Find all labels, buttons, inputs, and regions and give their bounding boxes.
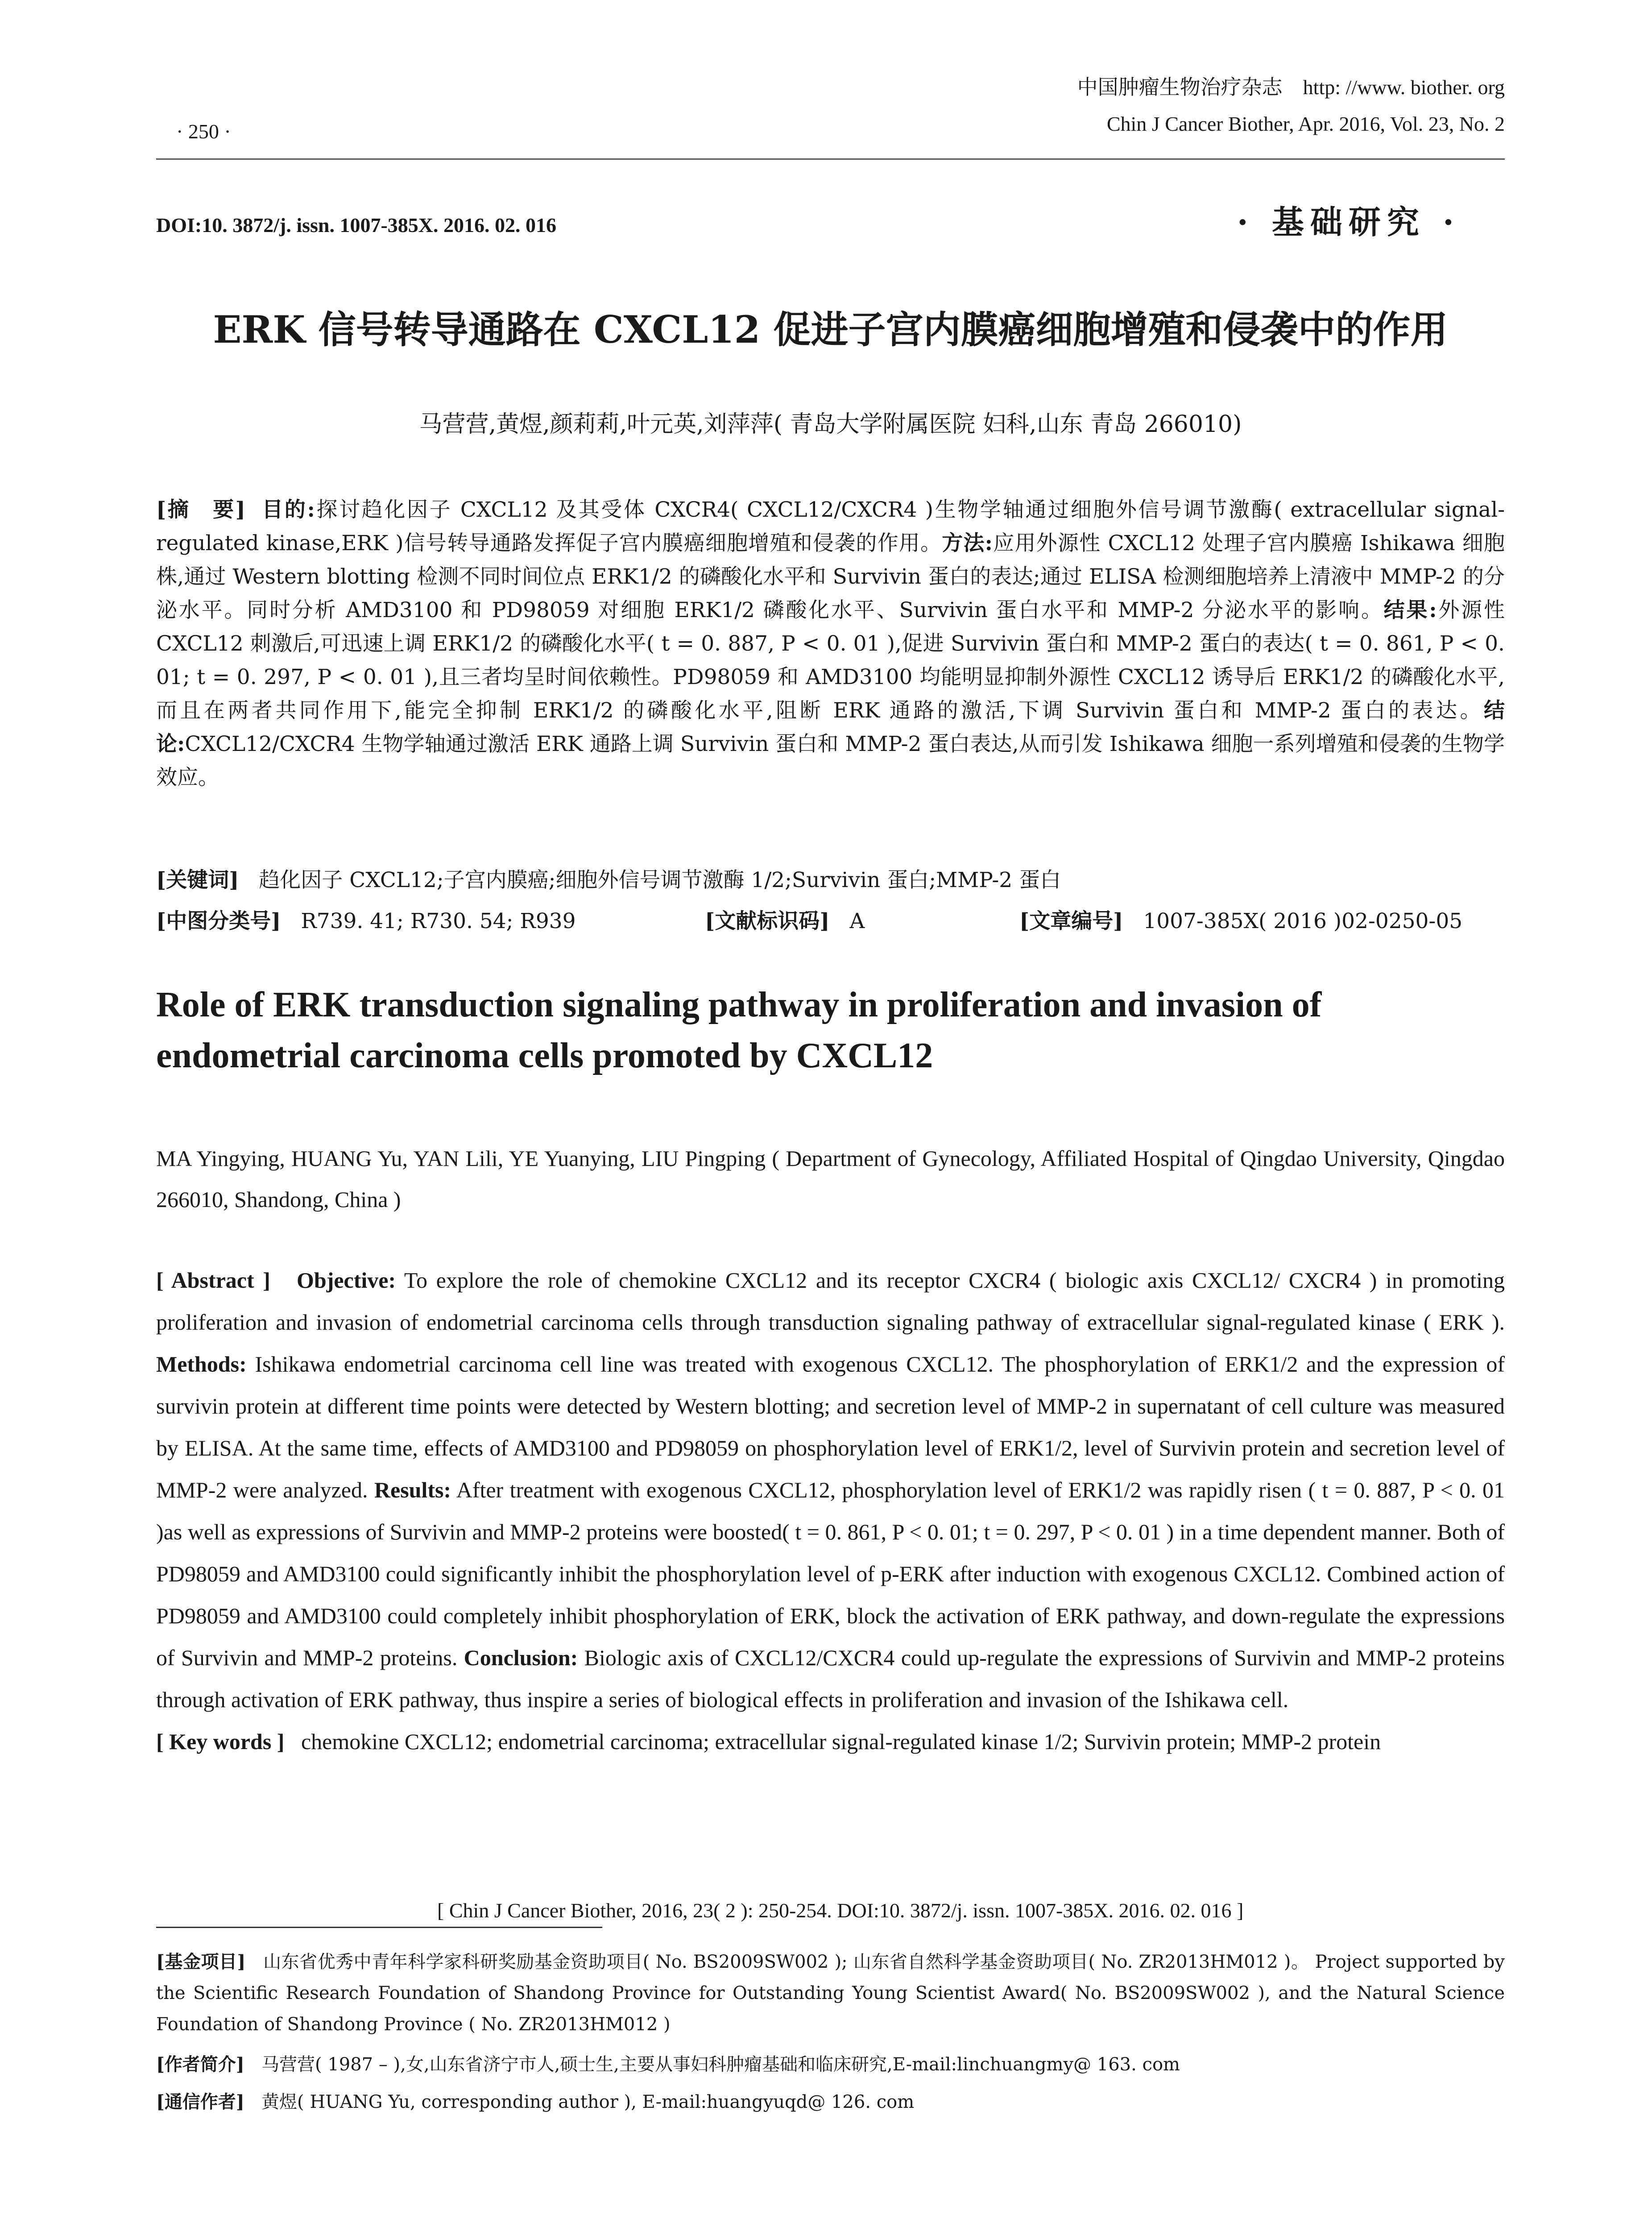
objective-cn: 探讨趋化因子 CXCL12 及其受体 CXCR4( CXCL12/CXCR4 )生物学轴通过细胞外信号调节激酶( extracellular signal-regulated kinase,ERK )信号转导通路发挥促子宫内膜癌细胞增殖和侵袭的作用。 — [156, 498, 1505, 556]
keywords-cn-line — [156, 863, 1505, 897]
keywords-en: chemokine CXCL12; endometrial carcinoma; extracellular signal-regulated kinase 1/2; Survivin protein; MMP-2 protein — [301, 1729, 1381, 1754]
classification-line — [156, 904, 1505, 938]
corresponding-note — [156, 2086, 1505, 2118]
conclusion-label-cn: 结论: — [156, 698, 1505, 756]
abstract-en — [156, 1259, 1505, 1762]
objective-label-en: Objective: — [297, 1268, 396, 1293]
doc-code-label: [文献标识码] — [705, 909, 830, 933]
keywords-label-en: [ Key words ] — [156, 1729, 285, 1754]
author-note — [156, 2049, 1505, 2080]
section-tag: · 基础研究 · — [1237, 203, 1460, 241]
keywords-cn: 趋化因子 CXCL12;子宫内膜癌;细胞外信号调节激酶 1/2;Survivin 蛋白;MMP-2 蛋白 — [259, 868, 1061, 892]
footnote-rule — [156, 1927, 602, 1928]
clc-value: R739. 41; R730. 54; R939 — [301, 909, 576, 933]
corr-label: [通信作者] — [156, 2091, 244, 2112]
fund-en: Project supported by the Scientific Research Foundation of Shandong Province for Outstanding Young Scientist Award( No. BS2009SW002 ), and the Natural Science Foundation of Shandong Province ( No. ZR2013HM012 ) — [156, 1952, 1505, 2035]
article-no-value: 1007-385X( 2016 )02-0250-05 — [1143, 909, 1463, 933]
running-header — [1077, 69, 1505, 142]
objective-en: To explore the role of chemokine CXCL12 and its receptor CXCR4 ( biologic axis CXCL12/ CXCR4 ) in promoting proliferation and invasion of endometrial carcinoma cells through transduction signaling pathway of extracellular signal-regulated kinase ( ERK ). — [156, 1268, 1505, 1335]
methods-en: Ishikawa endometrial carcinoma cell line was treated with exogenous CXCL12. The phosphorylation of ERK1/2 and the expression of survivin protein at different time points were detected by Western blotting; and secretion level of MMP-2 in supernatant of cell culture was measured by ELISA. At the same time, effects of AMD3100 and PD98059 on phosphorylation level of ERK1/2, level of Survivin protein and secretion level of MMP-2 were analyzed. — [156, 1352, 1505, 1502]
conclusion-label-en: Conclusion: — [464, 1645, 578, 1670]
doc-code-value: A — [849, 909, 865, 933]
journal-issue: Chin J Cancer Biother, Apr. 2016, Vol. 23, No. 2 — [1106, 112, 1505, 135]
authors-en: MA Yingying, HUANG Yu, YAN Lili, YE Yuanying, LIU Pingping ( Department of Gynecology, Affiliated Hospital of Qingdao University, Qingdao 266010, Shandong, China ) — [156, 1146, 1505, 1212]
abstract-label-en: [ Abstract ] — [156, 1268, 270, 1293]
clc-label: [中图分类号] — [156, 909, 281, 933]
article-title-cn: ERK 信号转导通路在 CXCL12 促进子宫内膜癌细胞增殖和侵袭中的作用 — [213, 307, 1448, 352]
authors-cn: 马营营,黄煜,颜莉莉,叶元英,刘萍萍( 青岛大学附属医院 妇科,山东 青岛 266010) — [419, 411, 1242, 438]
doi: DOI:10. 3872/j. issn. 1007-385X. 2016. 02. 016 — [156, 214, 557, 236]
page-number: · 250 · — [176, 120, 231, 143]
methods-cn: 应用外源性 CXCL12 处理子宫内膜癌 Ishikawa 细胞株,通过 Western blotting 检测不同时间位点 ERK1/2 的磷酸化水平和 Survivin 蛋白的表达;通过 ELISA 检测细胞培养上清液中 MMP-2 的分泌水平。同时分析 AMD3100 和 PD98059 对细胞 ERK1/2 磷酸化水平、Survivin 蛋白水平和 MMP-2 分泌水平的影响。 — [156, 531, 1505, 622]
objective-label-cn: 目的: — [262, 498, 315, 522]
author-label: [作者简介] — [156, 2054, 244, 2075]
results-en: After treatment with exogenous CXCL12, phosphorylation level of ERK1/2 was rapidly risen ( t = 0. 887, P < 0. 01 )as well as expressions of Survivin and MMP-2 proteins were boosted( t = 0. 861, P < 0. 01; t = 0. 297, P < 0. 01 ) in a time dependent manner. Both of PD98059 and AMD3100 could significantly inhibit the phosphorylation level of p-ERK after induction with exogenous CXCL12. Combined action of PD98059 and AMD3100 could completely inhibit phosphorylation of ERK, block the activation of ERK pathway, and down-regulate the expressions of Survivin and MMP-2 proteins. — [156, 1477, 1505, 1670]
conclusion-en: Biologic axis of CXCL12/CXCR4 could up-regulate the expressions of Survivin and MMP-2 proteins through activation of ERK pathway, thus inspire a series of biological effects in proliferation and invasion of the Ishikawa cell. — [156, 1645, 1505, 1712]
keywords-label-cn: [关键词] — [156, 868, 239, 892]
journal-name-cn: 中国肿瘤生物治疗杂志 — [1077, 76, 1283, 99]
conclusion-cn: CXCL12/CXCR4 生物学轴通过激活 ERK 通路上调 Survivin 蛋白和 MMP-2 蛋白表达,从而引发 Ishikawa 细胞一系列增殖和侵袭的生物学效应。 — [156, 732, 1505, 790]
fund-label: [基金项目] — [156, 1951, 246, 1972]
corr-value: 黄煜( HUANG Yu, corresponding author ), E-mail:huangyuqd@ 126. com — [261, 2092, 915, 2112]
methods-label-en: Methods: — [156, 1352, 247, 1377]
abstract-cn — [156, 493, 1505, 794]
results-label-en: Results: — [374, 1477, 451, 1502]
author-bio: 马营营( 1987 – ),女,山东省济宁市人,硕士生,主要从事妇科肿瘤基础和临床研究,E-mail:linchuangmy@ 163. com — [261, 2054, 1180, 2075]
methods-label-cn: 方法: — [942, 531, 993, 556]
fund-note — [156, 1946, 1505, 2040]
citation: [ Chin J Cancer Biother, 2016, 23( 2 ): 250-254. DOI:10. 3872/j. issn. 1007-385X. 2016. 02. 016 ] — [437, 1899, 1244, 1922]
results-label-cn: 结果: — [1383, 598, 1437, 622]
article-title-en: Role of ERK transduction signaling pathway in proliferation and invasion of endometrial carcinoma cells promoted by CXCL12 — [156, 985, 1322, 1075]
abstract-label-cn: [摘 要] — [156, 498, 246, 522]
journal-url[interactable]: http: //www. biother. org — [1303, 76, 1505, 99]
header-rule — [156, 158, 1505, 160]
fund-cn: 山东省优秀中青年科学家科研奖励基金资助项目( No. BS2009SW002 ); 山东省自然科学基金资助项目( No. ZR2013HM012 )。 — [263, 1952, 1309, 1972]
article-no-label: [文章编号] — [1019, 909, 1123, 933]
results-cn: 外源性 CXCL12 刺激后,可迅速上调 ERK1/2 的磷酸化水平( t = 0. 887, P < 0. 01 ),促进 Survivin 蛋白和 MMP-2 蛋白的表达( t = 0. 861, P < 0. 01; t = 0. 297, P < 0. 01 ),且三者均呈时间依赖性。PD98059 和 AMD3100 均能明显抑制外源性 CXCL12 诱导后 ERK1/2 的磷酸化水平,而且在两者共同作用下,能完全抑制 ERK1/2 的磷酸化水平,阻断 ERK 通路的激活,下调 Survivin 蛋白和 MMP-2 蛋白的表达。 — [156, 598, 1505, 723]
